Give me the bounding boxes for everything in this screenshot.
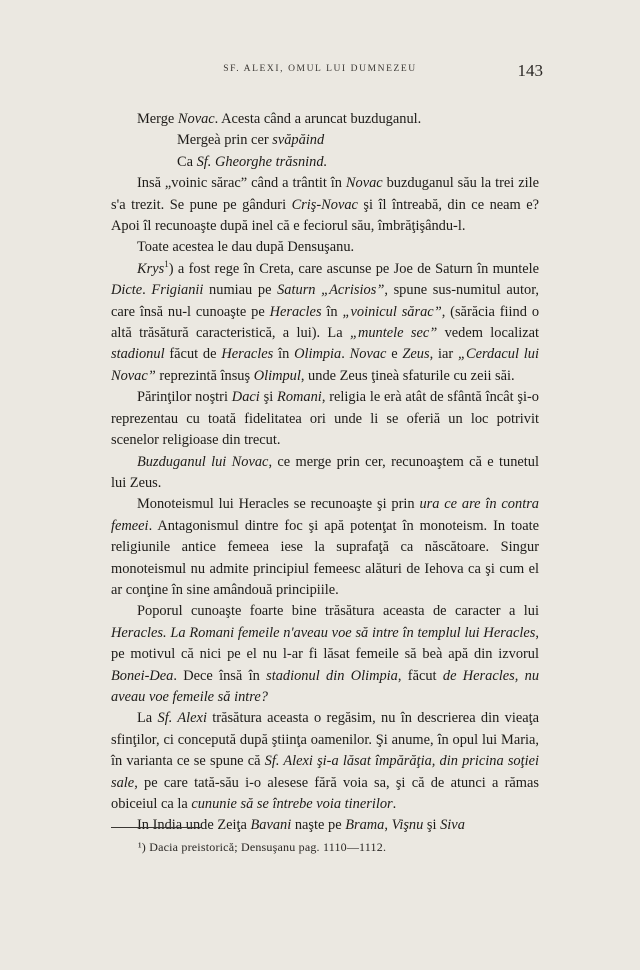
text-span: . xyxy=(341,346,350,363)
paragraph-4 xyxy=(111,259,539,387)
paragraph-7 xyxy=(111,494,539,601)
text-span: făcut de xyxy=(164,346,222,363)
italic-span: stadionul din Olimpia xyxy=(266,667,398,684)
text-span: , pe motivul că nici pe el nu l-ar fi lăsat femeile să beà apă din izvorul xyxy=(111,624,539,663)
italic-span: Novac xyxy=(177,111,215,127)
italic-span: Criş-Novac xyxy=(291,196,358,213)
verse-line-1 xyxy=(111,130,539,151)
italic-span: Buzduganul lui Novac xyxy=(137,453,269,470)
italic-span: Heracles xyxy=(221,346,274,363)
italic-span: Sf. Gheorghe trăsnind. xyxy=(196,153,328,170)
text-span: numiau pe xyxy=(203,282,278,299)
text-span: reprezintă însuş xyxy=(155,367,254,384)
text-span: Ca xyxy=(177,153,197,170)
text-span: Părinţilor noştri xyxy=(137,389,232,406)
italic-span: Dicte xyxy=(111,282,143,299)
italic-span: Frigianii xyxy=(151,282,204,299)
italic-span: „voinicul sărac” xyxy=(342,303,442,320)
italic-span: Sf. Alexi şi-a lăsat împărăţia, din pricina soţiei sale xyxy=(111,753,539,791)
text-span: vedem localizat xyxy=(437,325,539,342)
text-span: în xyxy=(273,346,295,363)
italic-span: Sf. Alexi xyxy=(157,710,207,727)
text-span: şi îl întreabă, din ce neam e? Apoi îl recunoaşte după inel că e feciorul său, îmbrăţişându-l. xyxy=(111,196,539,235)
italic-span: „muntele sec” xyxy=(349,325,438,342)
italic-span: stadionul xyxy=(111,346,165,363)
italic-span: Olimpul xyxy=(253,367,301,384)
text-span: , ce merge prin cer, recunoaştem că e tunetul lui Zeus. xyxy=(111,453,539,491)
italic-span: Heracles xyxy=(269,303,322,320)
italic-span: Saturn „Acrisios” xyxy=(277,282,385,299)
text-span: e xyxy=(386,346,403,363)
verse-line-2 xyxy=(111,152,539,173)
text-span: , religia le erà atât de sfântă încât şi-o reprezentau cu toată fidelitatea ori unde li se oferiă un loc potrivit scenelor religioase din trecut. xyxy=(111,389,539,449)
text-span: ) a fost rege în Creta, care ascunse pe Joe de Saturn în muntele xyxy=(168,260,539,277)
text-span: . Dece însă în xyxy=(173,667,267,684)
italic-span: Zeus xyxy=(402,346,430,363)
text-span: , făcut xyxy=(397,667,443,684)
text-span: Merge xyxy=(137,111,178,127)
italic-span: Daci xyxy=(231,389,260,406)
text-span: In India unde Zeiţa xyxy=(137,817,251,834)
footnote-divider xyxy=(111,827,201,828)
footnote-marker: ¹) xyxy=(138,840,150,854)
text-span: La xyxy=(137,710,158,727)
italic-span: Novac xyxy=(349,346,387,363)
italic-span: svăpăind xyxy=(272,132,325,149)
italic-span: Olimpia xyxy=(294,346,342,363)
paragraph-2 xyxy=(111,173,539,237)
text-span: Insă „voinic sărac” când a trântit în xyxy=(137,175,346,192)
text-span: , (sărăcia fiind o altă trăsătură caracteristică, a lui). La xyxy=(111,303,540,342)
italic-span: Novac xyxy=(345,175,383,192)
italic-span: de Heracles, nu aveau voe femeile să intre? xyxy=(111,667,540,705)
text-span: buzduganul său la trei zile s'a trezit. Se pune pe gânduri xyxy=(111,175,539,213)
italic-span: Krys xyxy=(137,260,165,277)
text-span: Monoteismul lui Heracles se recunoaşte şi prin xyxy=(137,496,420,513)
text-span: , xyxy=(384,817,392,834)
text-span: trăsătura aceasta o regăsim, nu în descrierea din vieaţa sfinţilor, ci concepută după ştiinţa oamenilor. Şi anume, în opul lui Maria, în varianta ce se spune că xyxy=(111,710,539,770)
italic-span: Bavani xyxy=(250,817,292,834)
text-span: şi xyxy=(423,817,441,834)
italic-span: Bonei-Dea xyxy=(111,667,174,684)
italic-span: ura ce are în contra femeei xyxy=(111,496,539,534)
italic-span: Siva xyxy=(440,817,465,834)
paragraph-1 xyxy=(111,109,539,130)
italic-span: Romani xyxy=(277,389,322,406)
italic-span: cununie să se întrebe voia tinerilor xyxy=(191,796,393,812)
text-span: naşte pe xyxy=(291,817,346,834)
paragraph-5 xyxy=(111,387,539,451)
footnote-marker: 1 xyxy=(164,259,169,270)
italic-span: Vişnu xyxy=(391,817,424,834)
text-span: în xyxy=(321,303,343,320)
paragraph-9 xyxy=(111,708,539,815)
paragraph-6 xyxy=(111,452,539,495)
page-number: 143 xyxy=(517,61,543,80)
footnote-text: Dacia preistorică; Densuşanu pag. 1110—1112. xyxy=(149,840,387,854)
text-span: , spune sus-numitul autor, care însă nu-l cunoaşte pe xyxy=(111,282,540,320)
text-span: , unde Zeus ţineà sfaturile cu zeii săi. xyxy=(300,367,515,384)
text-span: , pe care tată-său i-o alesese fără voia sa, şi că de atunci a rămas obiceiul ca la xyxy=(111,774,539,812)
running-title: SF. ALEXI, OMUL LUI DUMNEZEU xyxy=(223,64,417,74)
text-span: . Acesta când a aruncat buzduganul. xyxy=(214,111,422,127)
text-span: . xyxy=(142,282,152,299)
paragraph-3: Toate acestea le dau după Densuşanu. xyxy=(137,239,355,256)
italic-span: „Cerdacul lui Novac” xyxy=(111,346,539,384)
paragraph-8 xyxy=(111,601,539,708)
text-span: , iar xyxy=(429,346,458,363)
italic-span: Brama xyxy=(345,817,385,834)
text-span: Poporul cunoaşte foarte bine trăsătura aceasta de caracter a lui xyxy=(137,603,539,620)
text-span: şi xyxy=(259,389,278,406)
text-span: . Antagonismul dintre foc şi apă potenţat în monoteism. In toate religiunile antice femeea iese la suprafaţă ca născătoare. Singur monoteismul nu admite principiul femeesc alături de Iehova ca şi cum el ar conţine în sine amândouă principiile. xyxy=(111,517,539,598)
footnote xyxy=(138,840,538,855)
text-span: Mergeà prin cer xyxy=(177,132,273,149)
text-span: . xyxy=(392,796,397,812)
body-text xyxy=(111,109,539,837)
italic-span: Heracles. La Romani femeile n'aveau voe să intre în templul lui Heracles xyxy=(111,624,536,641)
